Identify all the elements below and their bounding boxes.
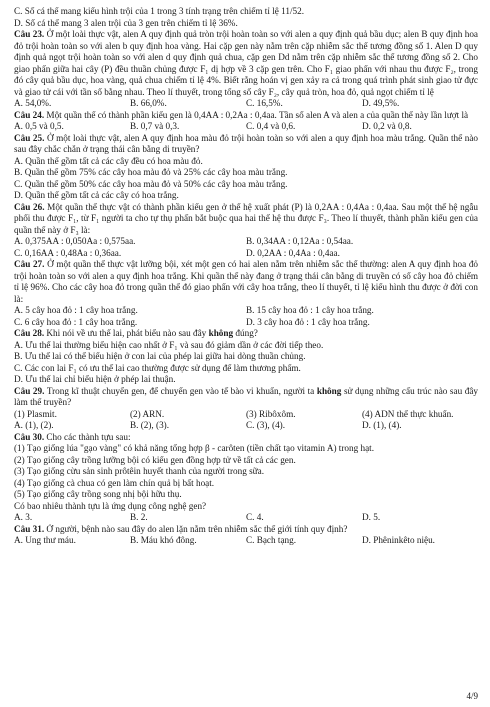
question-28: [14, 328, 478, 340]
option-a[interactable]: A. Ưu thế lai thường biểu hiện cao nhất ở F₁ và sau đó giảm dần ở các đời tiếp theo.: [14, 339, 324, 350]
option-c[interactable]: C. 16,5%.: [246, 98, 283, 108]
question-31: [14, 524, 478, 536]
question-26-text: Một quần thể thực vật có thành phần kiểu gen ở thế hệ xuất phát (P) là 0,2AA : 0,4Aa : 0,4aa. Sau một thế hệ ngẫu phối thu được F₁, từ F₁ người ta cho tự thụ phấn bắt buộc qua hai thế hệ thu được F₃. Theo lí thuyết, thành phần kiểu gen của quần thể này ở F₃ là:: [14, 201, 478, 235]
question-25: [14, 133, 478, 156]
question-23-text: Ở một loài thực vật, alen A quy định quả tròn trội hoàn toàn so với alen a quy định quả bầu dục; alen B quy định hoa đỏ trội hoàn toàn so với alen b quy định hoa vàng. Hai cặp gen này nằm trên cặp nhiễm sắc thể tương đồng số 1. Alen D quy định quả ngọt trội hoàn toàn so với alen d quy định quả chua, cặp gen Dd nằm trên cặp nhiễm sắc thể tương đồng số 2. Cho giao phấn giữa hai cây (P) đều thuần chủng được F₁ dị hợp về 3 cặp gen trên. Cho F₁ giao phấn với nhau thu được F₂, trong đó cây quả bầu dục, hoa vàng, quả chua chiếm tỉ lệ 4%. Biết rằng hoán vị gen xảy ra cả trong quá trình phát sinh giao tử đực và giao tử cái với tần số bằng nhau. Theo lí thuyết, trong tổng số cây F₂, cây quả tròn, hoa đỏ, quả ngọt chiếm tỉ lệ: [14, 29, 479, 97]
prev-option-c: C. Số cá thể mang kiểu hình trội của 1 trong 3 tính trạng trên chiếm tỉ lệ 11/52.: [14, 6, 305, 16]
question-30: [14, 432, 478, 444]
option-d[interactable]: D. 49,5%.: [362, 98, 400, 108]
question-30-label: Câu 30.: [14, 431, 45, 442]
list-item: (5) Tạo giống cây trồng song nhị bội hữu thụ.: [14, 489, 182, 499]
option-d[interactable]: D. (1), (4).: [362, 420, 402, 430]
question-24-options: [14, 121, 478, 133]
question-27-options-row1: [14, 305, 478, 317]
question-25-text: Ở một loài thực vật, alen A quy định hoa màu đỏ trội hoàn toàn so với alen a quy định hoa màu trắng. Quần thể nào sau đây chắc chắn ở trạng thái cân bằng di truyền?: [14, 132, 478, 154]
page-number: 4/9: [466, 690, 478, 701]
option-c[interactable]: C. 0,16AA : 0,48Aa : 0,36aa.: [14, 247, 122, 258]
option-d[interactable]: D. 0,2AA : 0,4Aa : 0,4aa.: [246, 247, 340, 258]
question-30-options: [14, 512, 478, 524]
option-a[interactable]: A. Ung thư máu.: [14, 535, 76, 545]
option-b[interactable]: B. 2.: [130, 512, 148, 522]
list-item: (1) Plasmit.: [14, 408, 57, 419]
option-a[interactable]: A. (1), (2).: [14, 420, 54, 430]
question-31-options: [14, 535, 478, 547]
question-31-text: Ở người, bệnh nào sau đây do alen lặn nằm trên nhiễm sắc thể giới tính quy định?: [46, 523, 348, 534]
option-a[interactable]: A. 3.: [14, 512, 33, 522]
option-d[interactable]: D. Ưu thế lai chỉ biểu hiện ở phép lai thuận.: [14, 374, 176, 384]
question-27-text: Ở một quần thể thực vật lưỡng bội, xét một gen có hai alen nằm trên nhiễm sắc thể thường: alen A quy định hoa đỏ trội hoàn toàn so với alen a quy định hoa trắng. Khi quần thể này đang ở trạng thái cân bằng di truyền có số cây hoa đỏ chiếm tỉ lệ 96%. Cho các cây hoa đỏ trong quần thể đó giao phấn với cây hoa trắng, theo lí thuyết, tỉ lệ kiểu hình thu được ở đời con là:: [14, 259, 479, 304]
question-30-text: Cho các thành tựu sau:: [46, 431, 131, 442]
question-29-text-end: sử dụng những cấu trúc nào sau đây làm thể truyền?: [14, 385, 479, 407]
question-24: [14, 110, 478, 122]
option-d[interactable]: D. 3 cây hoa đỏ : 1 cây hoa trắng.: [246, 316, 370, 327]
question-28-label: Câu 28.: [14, 328, 45, 338]
option-c[interactable]: C. Quần thể gồm 50% các cây hoa màu đỏ và 50% các cây hoa màu trắng.: [14, 178, 288, 189]
question-24-text: Một quần thể có thành phần kiểu gen là 0,4AA : 0,2Aa : 0,4aa. Tần số alen A và alen a của quần thể này lần lượt là: [46, 109, 469, 120]
question-27-options-row2: [14, 317, 478, 329]
option-b[interactable]: B. 0,7 và 0,3.: [130, 121, 180, 131]
question-26-options-row1: [14, 236, 478, 248]
question-31-label: Câu 31.: [14, 523, 45, 534]
option-c[interactable]: C. Bạch tạng.: [246, 535, 297, 545]
option-b[interactable]: B. 0,34AA : 0,12Aa : 0,54aa.: [246, 236, 354, 246]
option-d[interactable]: D. 0,2 và 0,8.: [362, 121, 412, 131]
option-a[interactable]: A. 0,375AA : 0,050Aa : 0,575aa.: [14, 236, 136, 246]
list-item: (3) Tạo giống cừu sản sinh prôtêin huyết thanh của người trong sữa.: [14, 466, 265, 476]
option-c[interactable]: C. 0,4 và 0,6.: [246, 121, 296, 131]
list-item: (2) Tạo giống cây trồng lưỡng bội có kiểu gen đồng hợp tử về tất cả các gen.: [14, 454, 296, 465]
option-b[interactable]: B. 15 cây hoa đỏ : 1 cây hoa trắng.: [246, 305, 374, 315]
list-item: (1) Tạo giống lúa "gạo vàng" có khả năng tổng hợp β - carôten (tiền chất tạo vitamin A) trong hạt.: [14, 443, 375, 453]
option-b[interactable]: B. 66,0%.: [130, 98, 167, 108]
option-d[interactable]: D. Quần thể gồm tất cả các cây có hoa trắng.: [14, 190, 179, 200]
question-25-label: Câu 25.: [14, 132, 45, 143]
option-a[interactable]: A. Quần thể gồm tất cả các cây đều có hoa màu đỏ.: [14, 155, 203, 166]
question-23-options: [14, 98, 478, 110]
option-b[interactable]: B. Máu khó đông.: [130, 535, 197, 545]
question-27-label: Câu 27.: [14, 259, 45, 269]
question-24-label: Câu 24.: [14, 109, 45, 120]
question-26: [14, 202, 478, 237]
list-item: (4) Tạo giống cà chua có gen làm chín quả bị bất hoạt.: [14, 477, 215, 488]
option-c[interactable]: C. 6 cây hoa đỏ : 1 cây hoa trắng.: [14, 316, 138, 327]
option-b[interactable]: B. (2), (3).: [130, 420, 170, 430]
question-23: [14, 29, 478, 98]
option-d[interactable]: D. 5.: [362, 512, 381, 522]
question-23-label: Câu 23.: [14, 29, 45, 39]
question-30-prompt: Có bao nhiêu thành tựu là ứng dụng công nghệ gen?: [14, 500, 207, 511]
option-c[interactable]: C. Các con lai F₁ có ưu thế lai cao thường được sử dụng để làm thương phẩm.: [14, 362, 301, 373]
question-29-options: [14, 420, 478, 432]
list-item: (3) Ribôxôm.: [246, 408, 296, 419]
question-29-text: Trong kĩ thuật chuyển gen, để chuyển gen vào tế bào vi khuẩn, người ta: [46, 385, 315, 396]
list-item: (2) ARN.: [130, 408, 165, 419]
question-28-text: Khi nói về ưu thế lai, phát biểu nào sau đây: [46, 328, 207, 338]
question-29-label: Câu 29.: [14, 385, 45, 396]
option-b[interactable]: B. Ưu thế lai có thể biểu hiện ở con lai của phép lai giữa hai dòng thuần chủng.: [14, 351, 306, 361]
question-26-label: Câu 26.: [14, 201, 45, 212]
option-a[interactable]: A. 0,5 và 0,5.: [14, 121, 64, 131]
question-29-emphasis: không: [316, 385, 342, 396]
option-a[interactable]: A. 54,0%.: [14, 98, 52, 108]
question-28-emphasis: không: [208, 328, 234, 338]
question-27: [14, 259, 478, 305]
option-d[interactable]: D. Phêninkêto niệu.: [362, 535, 435, 545]
prev-option-d: D. Số cá thể mang 3 alen trội của 3 gen trên chiếm tỉ lệ 36%.: [14, 17, 238, 28]
option-c[interactable]: C. (3), (4).: [246, 420, 286, 430]
option-b[interactable]: B. Quần thể gồm 75% các cây hoa màu đỏ và 25% các cây hoa màu trắng.: [14, 167, 288, 177]
option-a[interactable]: A. 5 cây hoa đỏ : 1 cây hoa trắng.: [14, 305, 138, 315]
list-item: (4) ADN thể thực khuẩn.: [362, 408, 454, 419]
question-26-options-row2: [14, 248, 478, 260]
question-29: [14, 386, 478, 409]
question-28-text-end: đúng?: [235, 328, 258, 338]
option-c[interactable]: C. 4.: [246, 512, 264, 522]
question-29-items: [14, 409, 478, 421]
